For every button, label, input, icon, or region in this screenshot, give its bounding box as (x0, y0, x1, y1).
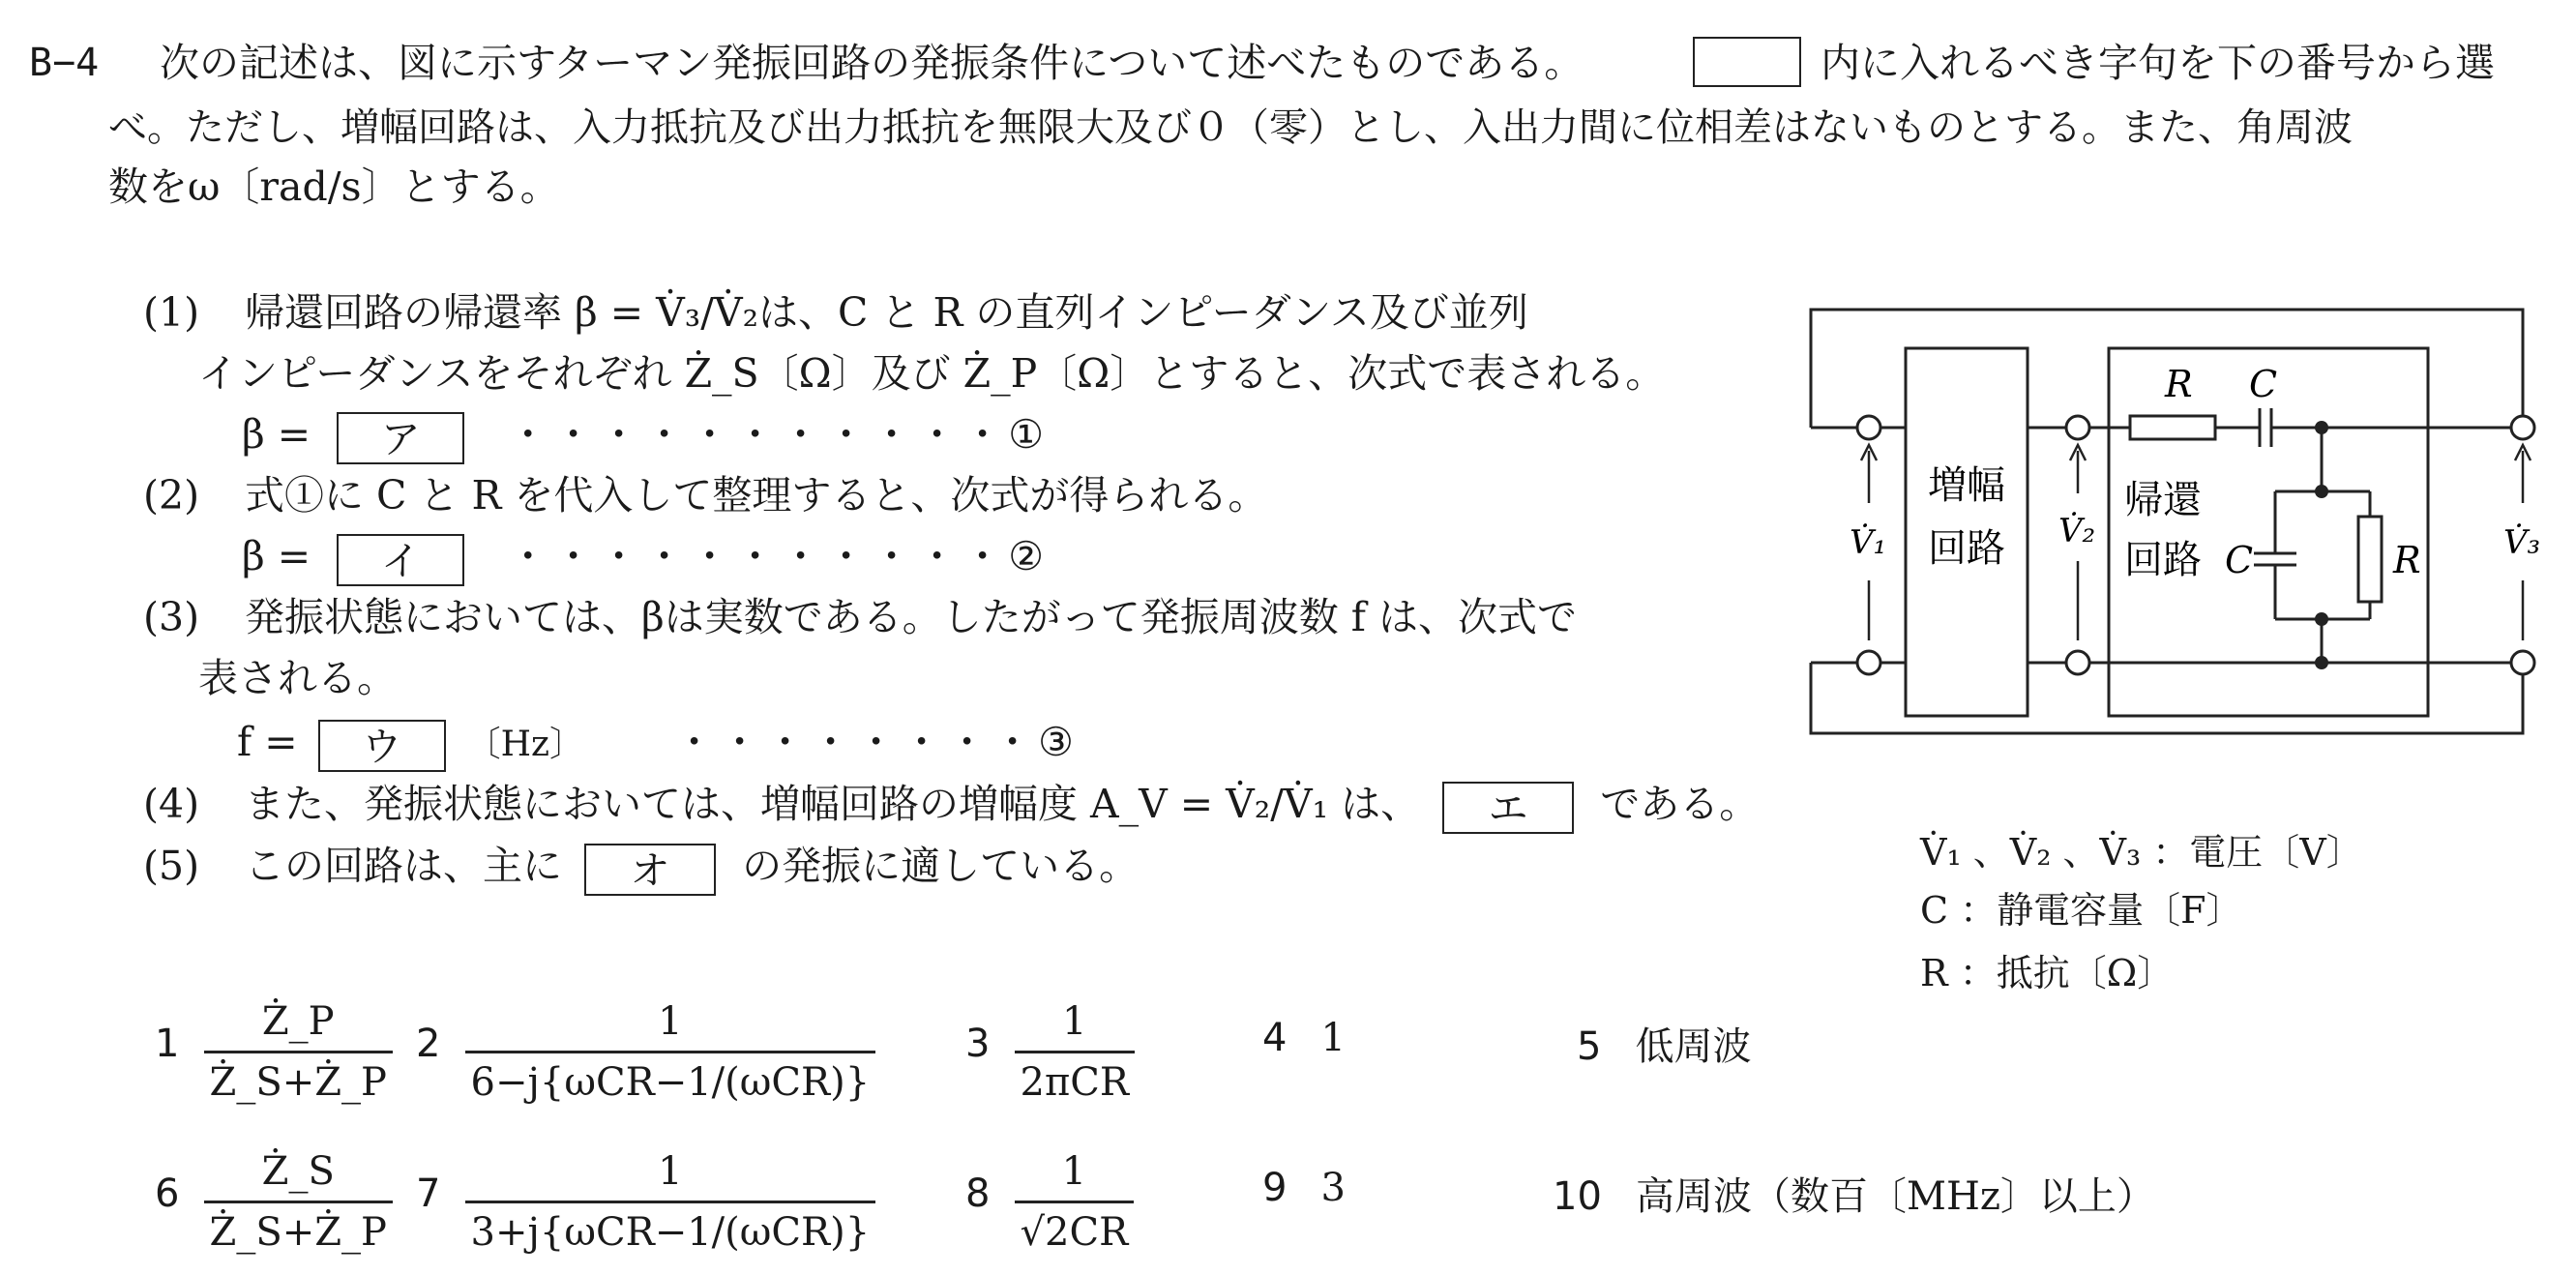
option-6-fraction: $\frac{Ż\_S}{Ż\_S+Ż\_P}$ (204, 1146, 393, 1258)
equation-3 (237, 712, 1074, 775)
legend-voltage: V̇₁ 、V̇₂ 、V̇₃ ：電圧〔V〕 (1920, 831, 2363, 874)
eq3-dots: ・・・・・・・・ (674, 719, 1039, 765)
blank-o: オ (584, 844, 716, 896)
eq2-dots: ・・・・・・・・・・・ (508, 533, 1009, 579)
intro-line-2: べ。ただし、増幅回路は、入力抵抗及び出力抵抗を無限大及び０（零）とし、入出力間に位相差はないものとする。また、角周波 (108, 105, 2353, 150)
terminal-v1-top (1857, 416, 1880, 439)
option-4-number: 4 (1262, 1016, 1288, 1060)
eq3-lhs: f = (237, 719, 298, 765)
option-5 (1577, 1016, 1752, 1071)
item-5-label: (5) (143, 843, 200, 889)
eq2-mark: ② (1008, 533, 1044, 579)
option-8 (965, 1146, 1134, 1258)
option-4 (1262, 1016, 1346, 1060)
option-9-text: 3 (1320, 1166, 1346, 1210)
option-2 (416, 996, 875, 1108)
terminal-v1-bottom (1857, 651, 1880, 674)
option-7-number: 7 (416, 1171, 441, 1216)
terminal-v2-bottom (2066, 651, 2089, 674)
item-2-line-1: 式①に C と R を代入して整理すると、次式が得られる。 (245, 472, 1268, 519)
legend-capacitance: C ：静電容量〔F〕 (1920, 889, 2243, 932)
item-4-label: (4) (143, 781, 200, 827)
terminal-v2-top (2066, 416, 2089, 439)
option-8-fraction: $\frac{1}{√2CR}$ (1015, 1146, 1135, 1258)
eq1-mark: ① (1008, 411, 1044, 458)
item-4-post: である。 (1600, 781, 1760, 827)
blank-i: イ (337, 534, 464, 586)
eq1-dots: ・・・・・・・・・・・ (508, 411, 1009, 458)
v2-label: V̇₂ (2058, 512, 2096, 550)
item-2-label: (2) (143, 472, 200, 519)
option-1 (155, 996, 393, 1108)
terman-oscillator-circuit (1799, 300, 2541, 745)
eq3-mark: ③ (1038, 719, 1074, 765)
feedback-wire-bottom (1811, 663, 2523, 733)
legend-resistance: R ：抵抗〔Ω〕 (1920, 952, 2175, 994)
option-3-number: 3 (965, 1022, 991, 1066)
item-1-label: (1) (143, 289, 200, 336)
fb-label-2: 回路 (2124, 538, 2202, 582)
eq3-unit: 〔Hz〕 (465, 725, 585, 764)
eq1-lhs: β = (242, 411, 311, 458)
intro-after-blank: 内に入れるべき字句を下の番号から選 (1821, 40, 2495, 86)
item-4-pre: また、発振状態においては、増幅回路の増幅度 A_V = V̇₂/V̇₁ は、 (245, 781, 1421, 827)
blank-e: エ (1442, 782, 1574, 834)
item-3-label: (3) (143, 594, 200, 640)
equation-1 (242, 404, 1044, 464)
option-7 (416, 1146, 875, 1258)
option-2-fraction: $\frac{1}{\text{6−j\{ωCR−1/(ωCR)\}}}$ (465, 996, 876, 1108)
terminal-v3-bottom (2511, 651, 2534, 674)
item-3-line-2: 表される。 (198, 655, 397, 701)
blank-box (1693, 37, 1801, 87)
fb-label-1: 帰還 (2124, 478, 2202, 522)
option-6 (155, 1146, 393, 1258)
series-resistor (2130, 416, 2215, 439)
option-5-text: 低周波 (1635, 1024, 1752, 1069)
blank-u: ウ (318, 720, 446, 772)
c-top-label: C (2249, 363, 2278, 405)
eq2-lhs: β = (242, 533, 311, 579)
c-par-label: C (2225, 539, 2254, 581)
option-3 (965, 996, 1135, 1108)
item-5-line (245, 836, 1139, 896)
terminal-v3-top (2511, 416, 2534, 439)
item-5-post: の発振に適している。 (742, 843, 1140, 889)
v3-label: V̇₃ (2503, 523, 2541, 562)
item-4-line (245, 774, 1759, 834)
option-7-fraction: $\frac{1}{\text{3+j\{ωCR−1/(ωCR)\}}}$ (465, 1146, 876, 1258)
r-top-label: R (2165, 363, 2193, 405)
intro-line-3: 数をω〔rad/s〕とする。 (108, 163, 560, 210)
option-10 (1553, 1166, 2155, 1221)
option-1-number: 1 (155, 1022, 180, 1066)
option-3-fraction: $\frac{1}{\text{2πCR}}$ (1015, 996, 1135, 1108)
r-par-label: R (2393, 539, 2421, 581)
option-6-number: 6 (155, 1171, 180, 1216)
option-10-number: 10 (1553, 1174, 1602, 1219)
item-1-line-2: インピーダンスをそれぞれ Ż_S〔Ω〕及び Ż_P〔Ω〕とすると、次式で表される。 (198, 350, 1666, 397)
item-1-line-1: 帰還回路の帰還率 β = V̇₃/V̇₂は、C と R の直列インピーダンス及び並列 (245, 289, 1528, 336)
option-4-text: 1 (1320, 1016, 1346, 1060)
item-3-line-1: 発振状態においては、βは実数である。したがって発振周波数 f は、次式で (245, 594, 1577, 640)
blank-a: ア (337, 412, 464, 464)
intro-line-1: 次の記述は、図に示すターマン発振回路の発振条件について述べたものである。 (160, 40, 1584, 86)
option-2-number: 2 (416, 1022, 441, 1066)
amp-label-1: 増幅 (1928, 463, 2005, 508)
parallel-resistor (2358, 517, 2382, 602)
option-10-text: 高周波（数百〔MHz〕以上） (1636, 1174, 2155, 1219)
equation-2 (242, 526, 1044, 586)
option-8-number: 8 (965, 1171, 991, 1216)
v1-label: V̇₁ (1850, 523, 1887, 562)
option-9-number: 9 (1262, 1166, 1288, 1210)
amp-label-2: 回路 (1928, 526, 2005, 571)
option-9 (1262, 1166, 1346, 1210)
problem-number: B−4 (29, 41, 100, 85)
option-5-number: 5 (1577, 1024, 1602, 1069)
option-1-fraction: $\frac{Ż\_P}{Ż\_S+Ż\_P}$ (204, 996, 393, 1108)
item-5-pre: この回路は、主に (245, 843, 562, 889)
